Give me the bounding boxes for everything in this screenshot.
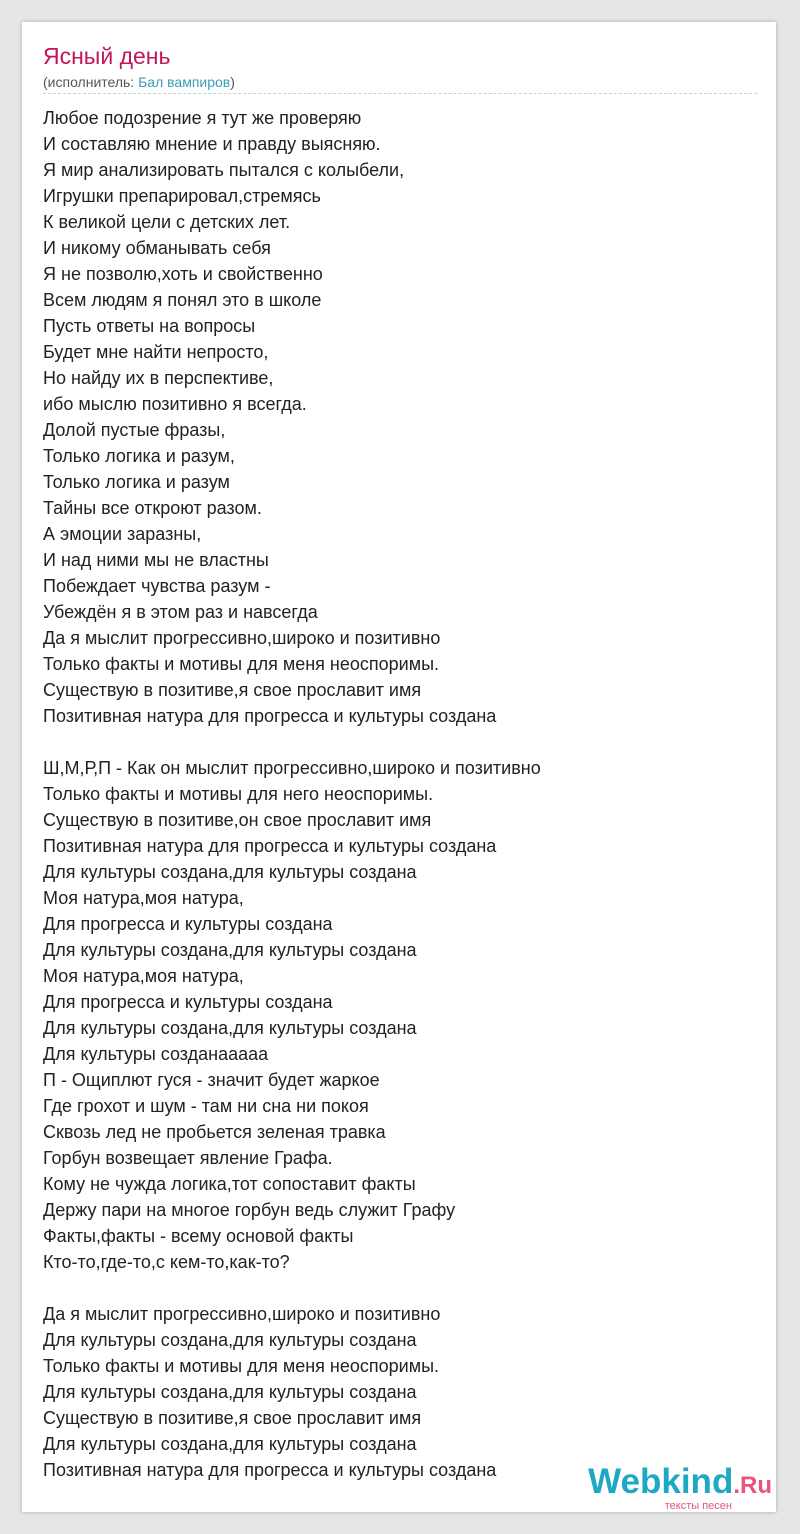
lyrics-line: Будет мне найти непросто, <box>43 342 269 362</box>
lyrics-line: Тайны все откроют разом. <box>43 498 262 518</box>
lyrics-line: Где грохот и шум - там ни сна ни покоя <box>43 1096 369 1116</box>
lyrics-line: Да я мыслит прогрессивно,широко и позитивно <box>43 1304 441 1324</box>
lyrics-line: Факты,факты - всему основой факты <box>43 1226 354 1246</box>
logo-brand: Webkind <box>588 1462 734 1501</box>
lyrics-line: И над ними мы не властны <box>43 550 269 570</box>
lyrics-line: Я не позволю,хоть и свойственно <box>43 264 323 284</box>
lyrics-line: ибо мыслю позитивно я всегда. <box>43 394 307 414</box>
lyrics-line: Любое подозрение я тут же проверяю <box>43 108 362 128</box>
lyrics-line: Моя натура,моя натура, <box>43 966 244 986</box>
lyrics-line: П - Ощиплют гуся - значит будет жаркое <box>43 1070 380 1090</box>
lyrics-body <box>43 105 763 1509</box>
logo-wordmark <box>588 1464 772 1504</box>
lyrics-line: И составляю мнение и правду выясняю. <box>43 134 381 154</box>
logo-tagline: тексты песен <box>664 1500 732 1512</box>
lyrics-line: Для культуры созданаааaa <box>43 1044 269 1064</box>
lyrics-line: Существую в позитиве,я свое прославит имя <box>43 680 422 700</box>
lyrics-line: Моя натура,моя натура, <box>43 888 244 908</box>
lyrics-line: Для культуры создана,для культуры создана <box>43 862 417 882</box>
lyrics-line: Кому не чужда логика,тот сопоставит факты <box>43 1174 416 1194</box>
lyrics-line: Только факты и мотивы для меня неоспоримы. <box>43 1356 440 1376</box>
lyrics-line: Только логика и разум, <box>43 446 235 466</box>
lyrics-line: А эмоции заразны, <box>43 524 202 544</box>
lyrics-line: Долой пустые фразы, <box>43 420 226 440</box>
lyrics-line: Для культуры создана,для культуры создана <box>43 1330 417 1350</box>
lyrics-line: Существую в позитиве,он свое прославит имя <box>43 810 432 830</box>
lyrics-line: Позитивная натура для прогресса и культуры создана <box>43 1460 497 1480</box>
lyrics-line: Только логика и разум <box>43 472 230 492</box>
lyrics-line: Да я мыслит прогрессивно,широко и позитивно <box>43 628 441 648</box>
lyrics-line: Ш,М,Р,П - Как он мыслит прогрессивно,широко и позитивно <box>43 758 541 778</box>
lyrics-stanza <box>43 755 763 1275</box>
lyrics-line: Держу пари на многое горбун ведь служит Графу <box>43 1200 456 1220</box>
song-title: Ясный день <box>43 43 171 69</box>
lyrics-line: Кто-то,где-то,с кем-то,как-то? <box>43 1252 290 1272</box>
lyrics-line: Я мир анализировать пытался с колыбели, <box>43 160 405 180</box>
lyrics-line: Пусть ответы на вопросы <box>43 316 256 336</box>
lyrics-stanza <box>43 1301 763 1483</box>
lyrics-line: И никому обманывать себя <box>43 238 271 258</box>
lyrics-line: Существую в позитиве,я свое прославит имя <box>43 1408 422 1428</box>
artist-prefix: (исполнитель: <box>43 74 139 90</box>
lyrics-line: Для прогресса и культуры создана <box>43 992 333 1012</box>
lyrics-line: Сквозь лед не пробьется зеленая травка <box>43 1122 386 1142</box>
lyrics-line: Для культуры создана,для культуры создана <box>43 1434 417 1454</box>
lyrics-line: Но найду их в перспективе, <box>43 368 274 388</box>
artist-suffix: ) <box>230 74 235 90</box>
lyrics-line: Позитивная натура для прогресса и культуры создана <box>43 706 497 726</box>
lyrics-line: Для прогресса и культуры создана <box>43 914 333 934</box>
title-divider <box>43 93 757 94</box>
lyrics-stanza <box>43 105 763 729</box>
lyrics-line: Убеждён я в этом раз и навсегда <box>43 602 318 622</box>
lyrics-line: Для культуры создана,для культуры создана <box>43 940 417 960</box>
lyrics-line: Игрушки препарировал,стремясь <box>43 186 321 206</box>
logo-tld: .Ru <box>733 1472 772 1499</box>
lyrics-line: Побеждает чувства разум - <box>43 576 271 596</box>
lyrics-line: Горбун возвещает явление Графа. <box>43 1148 333 1168</box>
lyrics-line: Только факты и мотивы для меня неоспоримы. <box>43 654 440 674</box>
lyrics-line: К великой цели с детских лет. <box>43 212 291 232</box>
artist-line <box>43 73 235 91</box>
artist-link[interactable]: Бал вампиров <box>138 74 231 90</box>
lyrics-line: Для культуры создана,для культуры создана <box>43 1382 417 1402</box>
lyrics-line: Для культуры создана,для культуры создана <box>43 1018 417 1038</box>
webkind-logo[interactable] <box>588 1464 772 1512</box>
lyrics-line: Всем людям я понял это в школе <box>43 290 322 310</box>
lyrics-line: Позитивная натура для прогресса и культуры создана <box>43 836 497 856</box>
lyrics-line: Только факты и мотивы для него неоспоримы. <box>43 784 434 804</box>
